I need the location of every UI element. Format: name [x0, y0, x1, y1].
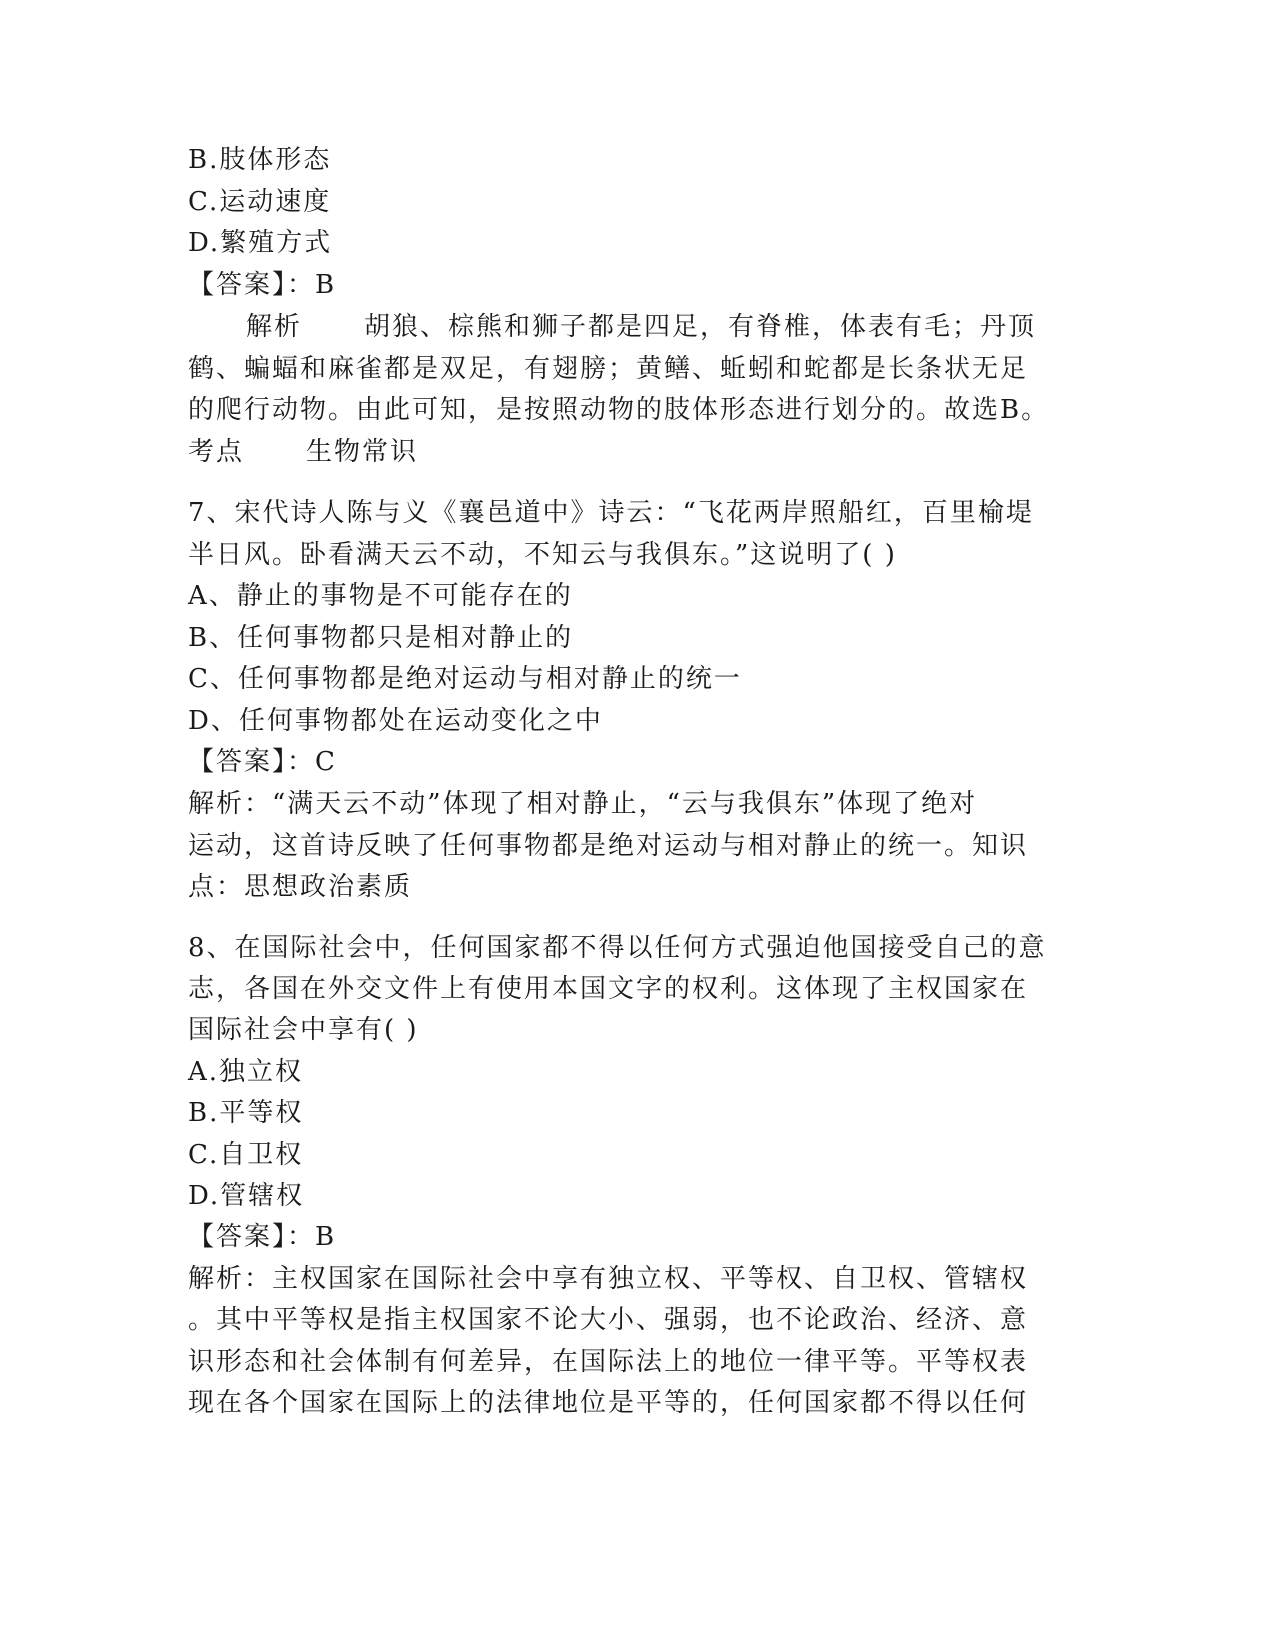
q7-option-b: B、任何事物都只是相对静止的 — [188, 623, 574, 653]
q7-analysis-line: 解析：“满天云不动”体现了相对静止，“云与我俱东”体现了绝对 — [188, 789, 978, 819]
q7-option-a: A、静止的事物是不可能存在的 — [188, 581, 573, 611]
q7-option-d: D、任何事物都处在运动变化之中 — [188, 706, 603, 736]
q6-option-b: B.肢体形态 — [188, 145, 332, 175]
q7-analysis-line: 点：思想政治素质 — [188, 872, 413, 902]
q6-analysis-first-line — [246, 310, 1036, 344]
q6-option-c: C.运动速度 — [188, 187, 332, 217]
q8-analysis-line: 。其中平等权是指主权国家不论大小、强弱，也不论政治、经济、意 — [188, 1305, 1029, 1335]
q7-analysis-line: 运动，这首诗反映了任何事物都是绝对运动与相对静止的统一。知识 — [188, 831, 1029, 861]
q8-analysis-line: 解析：主权国家在国际社会中享有独立权、平等权、自卫权、管辖权 — [188, 1264, 1029, 1294]
q8-option-b: B.平等权 — [188, 1098, 304, 1128]
q7-option-c: C、任何事物都是绝对运动与相对静止的统一 — [188, 664, 742, 694]
q8-stem-line: 8、在国际社会中，任何国家都不得以任何方式强迫他国接受自己的意 — [188, 933, 1047, 963]
q8-option-a: A.独立权 — [188, 1057, 304, 1087]
q8-stem-line: 志，各国在外交文件上有使用本国文字的权利。这体现了主权国家在 — [188, 974, 1029, 1004]
q6-analysis-line: 的爬行动物。由此可知，是按照动物的肢体形态进行划分的。故选B。 — [188, 395, 1050, 425]
q8-analysis-line: 现在各个国家在国际上的法律地位是平等的，任何国家都不得以任何 — [188, 1388, 1029, 1418]
q8-answer: 【答案】：B — [188, 1222, 337, 1252]
q8-option-d: D.管辖权 — [188, 1181, 305, 1211]
q7-stem-line: 半日风。卧看满天云不动，不知云与我俱东。”这说明了( ) — [188, 540, 897, 570]
q8-option-c: C.自卫权 — [188, 1140, 304, 1170]
q6-analysis-text: 胡狼、棕熊和狮子都是四足，有脊椎，体表有毛；丹顶 — [364, 312, 1037, 342]
q6-analysis-label: 解析 — [246, 312, 303, 342]
q8-stem-line: 国际社会中享有( ) — [188, 1015, 419, 1045]
q6-point-value: 生物常识 — [306, 437, 419, 467]
q6-point-label: 考点 — [188, 437, 245, 467]
q7-answer: 【答案】：C — [188, 747, 337, 777]
q6-point-line — [188, 435, 418, 469]
q6-answer: 【答案】：B — [188, 270, 337, 300]
q6-analysis-line: 鹤、蝙蝠和麻雀都是双足，有翅膀；黄鳝、蚯蚓和蛇都是长条状无足 — [188, 354, 1029, 384]
q7-stem-line: 7、宋代诗人陈与义《襄邑道中》诗云：“飞花两岸照船红，百里榆堤 — [188, 498, 1034, 528]
q8-analysis-line: 识形态和社会体制有何差异，在国际法上的地位一律平等。平等权表 — [188, 1347, 1029, 1377]
q6-option-d: D.繁殖方式 — [188, 228, 333, 258]
